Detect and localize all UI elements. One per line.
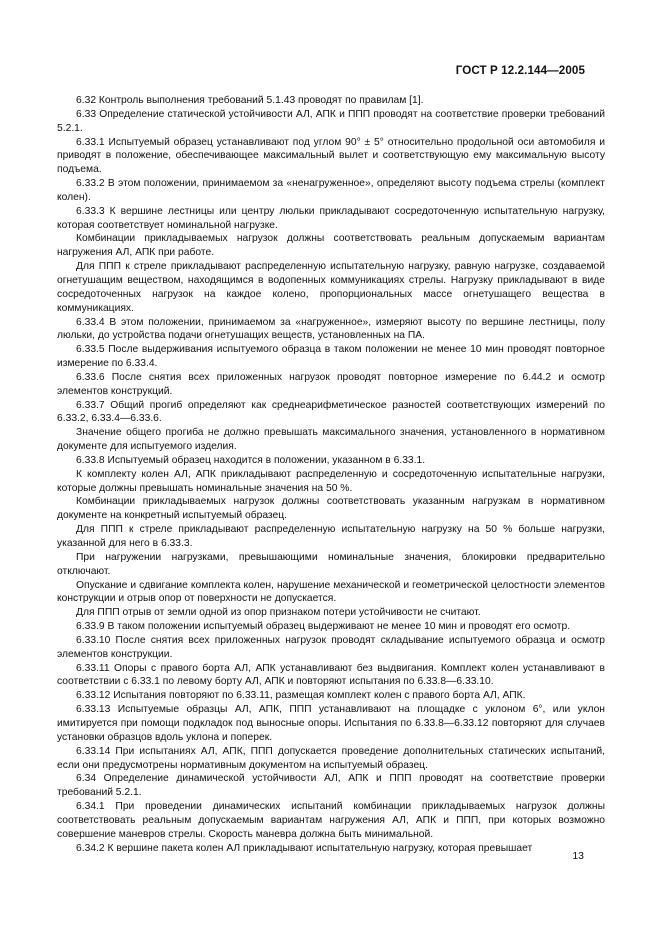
- document-body: [57, 94, 605, 855]
- paragraph: 6.33.11 Опоры с правого борта АЛ, АПК устанавливают без выдвигания. Комплект колен устанавливают в соответствии с 6.33.1 по левому борту АЛ, АПК и повторяют испытания по 6.33.8—6.33.10.: [57, 662, 605, 688]
- document-header: ГОСТ Р 12.2.144—2005: [455, 64, 585, 77]
- paragraph: Значение общего прогиба не должно превышать максимального значения, установленного в нормативном документе для испытуемого изделия.: [57, 427, 605, 453]
- paragraph: 6.33.3 К вершине лестницы или центру люльки прикладывают сосредоточенную испытательную нагрузку, которая соответствует номинальной нагрузке.: [57, 205, 605, 231]
- paragraph: 6.32 Контроль выполнения требований 5.1.43 проводят по правилам [1].: [76, 95, 424, 106]
- paragraph: 6.33.4 В этом положении, принимаемом за «нагруженное», измеряют высоту по вершине лестницы, полу люльки, до устройства подачи огнетушащих веществ, установленных на ПА.: [57, 316, 605, 342]
- paragraph: 6.34.2 К вершине пакета колен АЛ прикладывают испытательную нагрузку, которая превышает: [76, 842, 533, 854]
- paragraph: 6.33.10 После снятия всех приложенных нагрузок проводят складывание испытуемого образца и осмотр элементов конструкции.: [57, 634, 605, 660]
- paragraph: 6.33.13 Испытуемые образцы АЛ, АПК, ППП устанавливают на площадке с уклоном 6°, или уклон имитируется при помощи подкладок под выносные опоры. Испытания по 6.33.8—6.33.12 повторяют для случаев установки образцов вдоль уклона и поперек.: [57, 704, 605, 743]
- paragraph: Комбинации прикладываемых нагрузок должны соответствовать реальным допускаемым вариантам нагружения АЛ, АПК при работе.: [57, 233, 605, 259]
- paragraph: 6.33.8 Испытуемый образец находится в положении, указанном в 6.33.1.: [76, 454, 426, 466]
- paragraph: Комбинации прикладываемых нагрузок должны соответствовать указанным нагрузкам в нормативном документе на конкретный испытуемый образец.: [57, 496, 605, 522]
- page-number: 13: [572, 850, 584, 862]
- paragraph: 6.33.2 В этом положении, принимаемом за «ненагруженное», определяют высоту подъема стрелы (комплект колен).: [57, 178, 605, 203]
- paragraph: 6.33.6 После снятия всех приложенных нагрузок проводят повторное измерение по 6.44.2 и осмотр элементов конструкций.: [57, 371, 605, 397]
- paragraph: 6.33.5 После выдерживания испытуемого образца в таком положении не менее 10 мин проводят повторное измерение по 6.33.4.: [57, 344, 605, 370]
- paragraph: 6.34 Определение динамической устойчивости АЛ, АПК и ППП проводят на соответствие проверки требований 5.2.1.: [57, 773, 605, 799]
- paragraph: При нагружении нагрузками, превышающими номинальные значения, блокировки предварительно отключают.: [57, 551, 605, 577]
- paragraph: Для ППП отрыв от земли одной из опор признаком потери устойчивости не считают.: [76, 607, 481, 619]
- paragraph: 6.33.9 В таком положении испытуемый образец выдерживают не менее 10 мин и проводят его осмотр.: [76, 621, 571, 633]
- paragraph: 6.33.1 Испытуемый образец устанавливают под углом 90° ± 5° относительно продольной оси автомобиля и приводят в положение, обеспечивающее максимальный вылет и соответствующую ему максимальную высоту подъема.: [57, 136, 605, 176]
- paragraph: 6.33 Определение статической устойчивости АЛ, АПК и ППП проводят на соответствие проверки требований 5.2.1.: [57, 108, 605, 134]
- paragraph: Для ППП к стреле прикладывают распределенную испытательную нагрузку, равную нагрузке, создаваемой огнетушащим веществом, находящимся в водопенных коммуникациях стрелы. Нагрузку прикладывают в виде сосредоточенных нагрузок на каждое колено, пропорциональных массе огнетушащего вещества в коммуникациях.: [57, 261, 605, 314]
- paragraph: 6.33.14 При испытаниях АЛ, АПК, ППП допускается проведение дополнительных статических испытаний, если они предусмотрены нормативным документом на испытуемый образец.: [57, 745, 605, 771]
- paragraph: 6.33.12 Испытания повторяют по 6.33.11, размещая комплект колен с правого борта АЛ, АПК.: [76, 690, 526, 702]
- paragraph: К комплекту колен АЛ, АПК прикладывают распределенную и сосредоточенную испытательные нагрузки, которые должны превышать номинальные значения на 50 %.: [57, 468, 605, 494]
- paragraph: 6.34.1 При проведении динамических испытаний комбинации прикладываемых нагрузок должны соответствовать реальным допускаемым вариантам нагружения АЛ, АПК и ППП, при которых возможно совершение маневров стрелы. Скорость маневра должна быть минимальной.: [57, 801, 605, 840]
- paragraph: Опускание и сдвигание комплекта колен, нарушение механической и геометрической целостности элементов конструкции и отрыв опор от поверхности не допускается.: [57, 579, 605, 605]
- paragraph: 6.33.7 Общий прогиб определяют как среднеарифметическое разностей соответствующих измерений по 6.33.2, 6.33.4—6.33.6.: [57, 399, 605, 425]
- paragraph: Для ППП к стреле прикладывают распределенную испытательную нагрузку на 50 % больше нагрузки, указанной для него в 6.33.3.: [57, 524, 605, 549]
